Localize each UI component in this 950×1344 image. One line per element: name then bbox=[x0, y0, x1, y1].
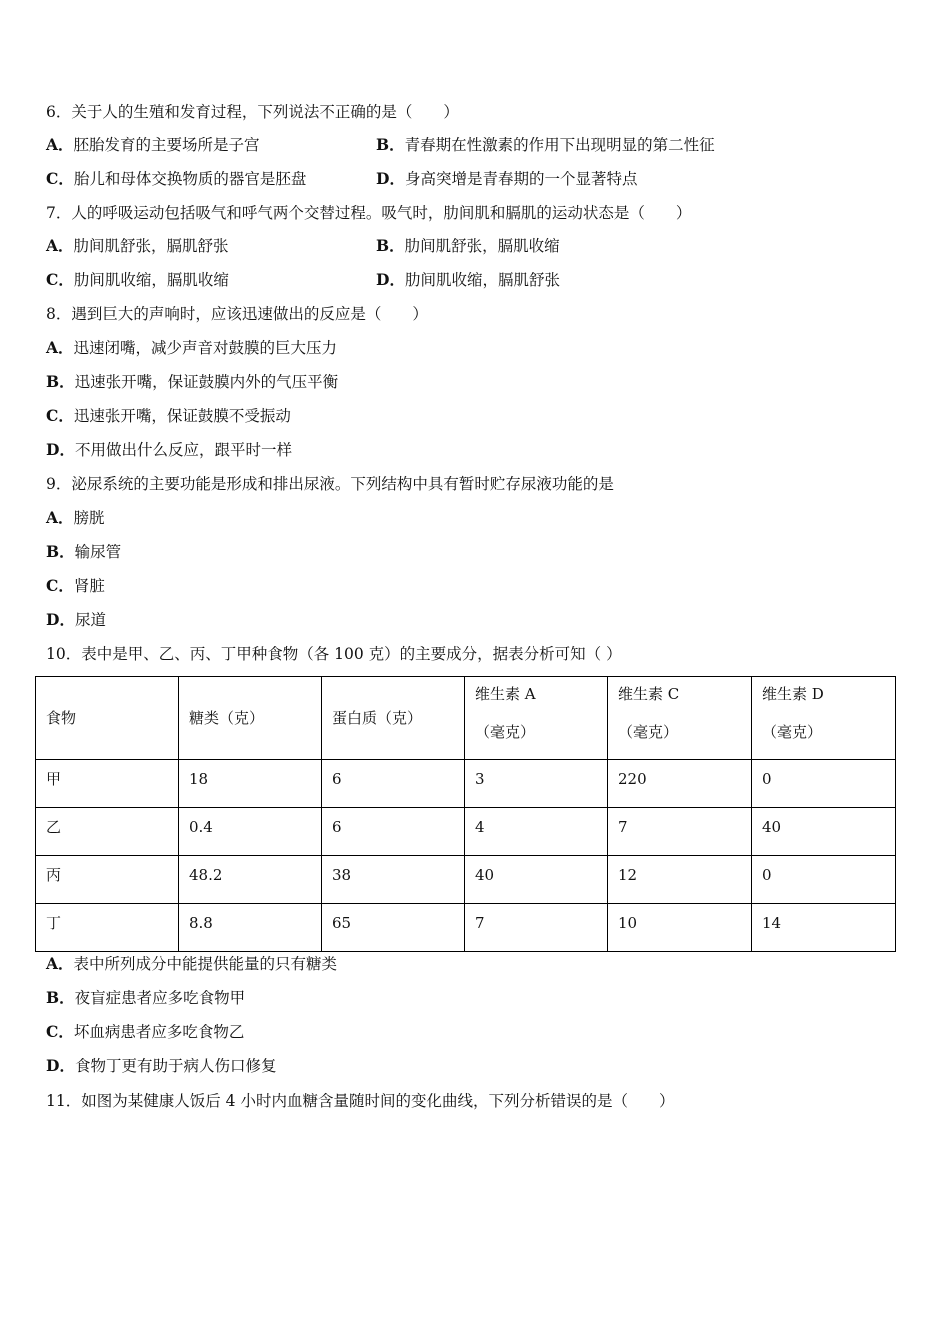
header-cell bbox=[608, 677, 752, 760]
option-text: 肋间肌舒张，膈肌收缩 bbox=[404, 237, 560, 255]
q8-option-b bbox=[46, 371, 338, 393]
q8-option-a bbox=[46, 337, 337, 359]
option-text: 输尿管 bbox=[74, 543, 122, 561]
table-cell: 3 bbox=[465, 760, 608, 808]
table-cell: 220 bbox=[608, 760, 752, 808]
option-letter: A． bbox=[46, 236, 74, 255]
table-row bbox=[36, 760, 896, 808]
header-unit: （毫克） bbox=[618, 723, 679, 741]
q6-option-b bbox=[376, 134, 715, 156]
q10-option-c bbox=[46, 1021, 244, 1043]
option-text: 肋间肌收缩，膈肌舒张 bbox=[404, 271, 560, 289]
q9-option-d bbox=[46, 609, 106, 631]
q10-option-a bbox=[46, 953, 337, 975]
header-unit: （毫克） bbox=[475, 723, 536, 741]
option-letter: B． bbox=[46, 988, 75, 1007]
header-cell bbox=[465, 677, 608, 760]
q7-option-c bbox=[46, 269, 229, 291]
question-9-stem: 9．泌尿系统的主要功能是形成和排出尿液。下列结构中具有暂时贮存尿液功能的是 bbox=[46, 475, 614, 493]
option-text: 胎儿和母体交换物质的器官是胚盘 bbox=[73, 170, 307, 188]
q7-option-b bbox=[376, 235, 560, 257]
option-letter: C． bbox=[46, 576, 74, 595]
option-letter: D． bbox=[376, 169, 405, 188]
table-cell: 7 bbox=[465, 904, 608, 952]
table-cell: 12 bbox=[608, 856, 752, 904]
table-cell: 7 bbox=[608, 808, 752, 856]
q6-option-c bbox=[46, 168, 306, 190]
question-8-stem: 8．遇到巨大的声响时，应该迅速做出的反应是（ ） bbox=[46, 305, 428, 323]
table-cell: 6 bbox=[322, 808, 465, 856]
table-row bbox=[36, 856, 896, 904]
option-text: 尿道 bbox=[74, 611, 106, 629]
q8-option-c bbox=[46, 405, 291, 427]
option-letter: A． bbox=[46, 135, 74, 154]
table-cell: 18 bbox=[179, 760, 322, 808]
table-row bbox=[36, 808, 896, 856]
q10-option-b bbox=[46, 987, 245, 1009]
q9-option-c bbox=[46, 575, 105, 597]
table-cell: 65 bbox=[322, 904, 465, 952]
option-letter: C． bbox=[46, 1022, 74, 1041]
option-text: 夜盲症患者应多吃食物甲 bbox=[74, 989, 246, 1007]
table-cell: 40 bbox=[465, 856, 608, 904]
table-row bbox=[36, 904, 896, 952]
header-cell: 糖类（克） bbox=[179, 677, 322, 760]
q7-option-d bbox=[376, 269, 560, 291]
table-cell: 40 bbox=[752, 808, 896, 856]
option-text: 迅速张开嘴，保证鼓膜内外的气压平衡 bbox=[74, 373, 339, 391]
q9-option-b bbox=[46, 541, 121, 563]
header-unit: （毫克） bbox=[762, 723, 823, 741]
question-6-stem: 6．关于人的生殖和发育过程，下列说法不正确的是（ ） bbox=[46, 103, 459, 121]
table-cell: 0.4 bbox=[179, 808, 322, 856]
question-7-stem: 7．人的呼吸运动包括吸气和呼气两个交替过程。吸气时，肋间肌和膈肌的运动状态是（ ） bbox=[46, 204, 692, 222]
option-letter: A． bbox=[46, 508, 74, 527]
table-cell: 48.2 bbox=[179, 856, 322, 904]
option-letter: D． bbox=[46, 440, 75, 459]
table-cell: 38 bbox=[322, 856, 465, 904]
option-text: 膀胱 bbox=[73, 509, 105, 527]
header-cell bbox=[752, 677, 896, 760]
question-10-stem: 10．表中是甲、乙、丙、丁甲种食物（各 100 克）的主要成分，据表分析可知（ ） bbox=[46, 645, 622, 663]
question-11-stem: 11．如图为某健康人饭后 4 小时内血糖含量随时间的变化曲线，下列分析错误的是（ ） bbox=[46, 1092, 675, 1110]
option-text: 迅速闭嘴，减少声音对鼓膜的巨大压力 bbox=[73, 339, 338, 357]
header-main: 维生素 D bbox=[762, 685, 824, 703]
table-header-row bbox=[36, 677, 896, 760]
table-cell: 丙 bbox=[36, 856, 179, 904]
table-cell: 4 bbox=[465, 808, 608, 856]
header-main: 维生素 A bbox=[475, 685, 536, 703]
q6-option-a bbox=[46, 134, 260, 156]
option-text: 肾脏 bbox=[73, 577, 105, 595]
table-cell: 0 bbox=[752, 760, 896, 808]
option-text: 表中所列成分中能提供能量的只有糖类 bbox=[73, 955, 338, 973]
option-letter: A． bbox=[46, 338, 74, 357]
q8-option-d bbox=[46, 439, 292, 461]
q10-option-d bbox=[46, 1055, 276, 1077]
food-nutrition-table bbox=[35, 676, 896, 952]
table-cell: 6 bbox=[322, 760, 465, 808]
table-cell: 8.8 bbox=[179, 904, 322, 952]
table-cell: 丁 bbox=[36, 904, 179, 952]
option-text: 不用做出什么反应，跟平时一样 bbox=[74, 441, 292, 459]
option-text: 肋间肌舒张，膈肌舒张 bbox=[73, 237, 229, 255]
option-letter: B． bbox=[46, 542, 75, 561]
q6-option-d bbox=[376, 168, 637, 190]
header-cell: 食物 bbox=[36, 677, 179, 760]
header-main: 维生素 C bbox=[618, 685, 680, 703]
table-cell: 乙 bbox=[36, 808, 179, 856]
table-cell: 0 bbox=[752, 856, 896, 904]
option-letter: D． bbox=[376, 270, 405, 289]
option-letter: A． bbox=[46, 954, 74, 973]
option-text: 食物丁更有助于病人伤口修复 bbox=[74, 1057, 277, 1075]
table-cell: 10 bbox=[608, 904, 752, 952]
option-letter: D． bbox=[46, 1056, 75, 1075]
table-cell: 甲 bbox=[36, 760, 179, 808]
option-letter: C． bbox=[46, 270, 74, 289]
option-text: 身高突增是青春期的一个显著特点 bbox=[404, 170, 638, 188]
header-cell: 蛋白质（克） bbox=[322, 677, 465, 760]
option-text: 青春期在性激素的作用下出现明显的第二性征 bbox=[404, 136, 715, 154]
q7-option-a bbox=[46, 235, 229, 257]
option-text: 胚胎发育的主要场所是子宫 bbox=[73, 136, 260, 154]
option-text: 迅速张开嘴，保证鼓膜不受振动 bbox=[73, 407, 291, 425]
option-letter: B． bbox=[376, 236, 405, 255]
option-text: 坏血病患者应多吃食物乙 bbox=[73, 1023, 245, 1041]
option-text: 肋间肌收缩，膈肌收缩 bbox=[73, 271, 229, 289]
option-letter: C． bbox=[46, 406, 74, 425]
q9-option-a bbox=[46, 507, 105, 529]
option-letter: D． bbox=[46, 610, 75, 629]
option-letter: B． bbox=[376, 135, 405, 154]
option-letter: C． bbox=[46, 169, 74, 188]
table-cell: 14 bbox=[752, 904, 896, 952]
option-letter: B． bbox=[46, 372, 75, 391]
